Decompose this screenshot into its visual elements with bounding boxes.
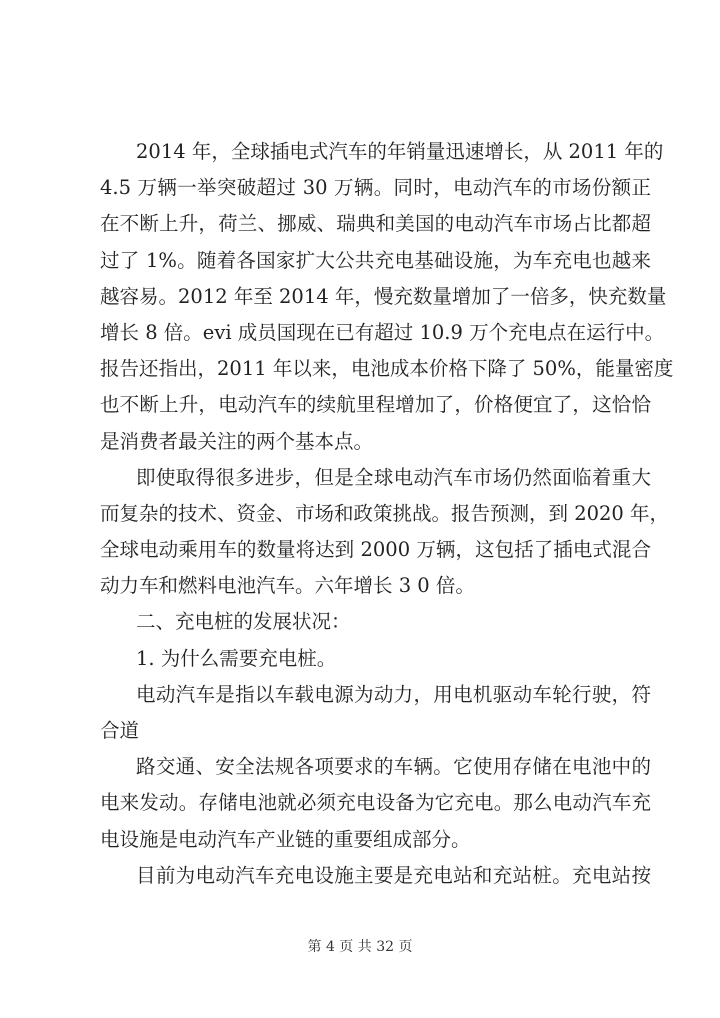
text-line: 也不断上升，电动汽车的续航里程增加了，价格便宜了，这恰恰 — [100, 393, 651, 417]
text-line: 在不断上升，荷兰、挪威、瑞典和美国的电动汽车市场占比都超 — [100, 212, 651, 236]
text-line: 二、充电桩的发展状况： — [136, 610, 351, 634]
document-body — [100, 134, 674, 894]
text-line: 是消费者最关注的两个基本点。 — [100, 429, 374, 453]
text-line: 2014 年，全球插电式汽车的年销量迅速增长，从 2011 年的 — [136, 140, 664, 163]
text-line: 4.5 万辆一举突破超过 30 万辆。同时，电动汽车的市场份额正 — [100, 176, 651, 200]
text-line: 路交通、安全法规各项要求的车辆。它使用存储在电池中的 — [136, 755, 651, 779]
text-line: 而复杂的技术、资金、市场和政策挑战。报告预测，到 2020 年， — [100, 501, 670, 525]
text-line: 全球电动乘用车的数量将达到 2000 万辆，这包括了插电式混合 — [100, 538, 651, 562]
text-line: 过了 1%。随着各国家扩大公共充电基础设施，为车充电也越来 — [100, 248, 651, 272]
text-line: 1. 为什么需要充电桩。 — [136, 646, 337, 670]
text-line: 越容易。2012 年至 2014 年，慢充数量增加了一倍多，快充数量 — [100, 284, 667, 308]
page-footer: 第 4 页 共 32 页 — [307, 939, 413, 955]
text-line: 即使取得很多进步，但是全球电动汽车市场仍然面临着重大 — [136, 465, 651, 489]
text-line: 目前为电动汽车充电设施主要是充电站和充站桩。充电站按 — [136, 863, 651, 887]
text-line: 增长 8 倍。evi 成员国现在已有超过 10.9 万个充电点在运行中。 — [100, 320, 665, 344]
text-line: 电设施是电动汽车产业链的重要组成部分。 — [100, 827, 471, 851]
text-line: 电动汽车是指以车载电源为动力，用电机驱动车轮行驶，符 — [136, 682, 651, 706]
text-line: 合道 — [100, 719, 140, 742]
text-line: 电来发动。存储电池就必须充电设备为它充电。那么电动汽车充 — [100, 791, 651, 815]
text-line: 报告还指出，2011 年以来，电池成本价格下降了 50%，能量密度 — [100, 357, 674, 381]
text-line: 动力车和燃料电池汽车。六年增长 3 0 倍。 — [100, 574, 475, 598]
